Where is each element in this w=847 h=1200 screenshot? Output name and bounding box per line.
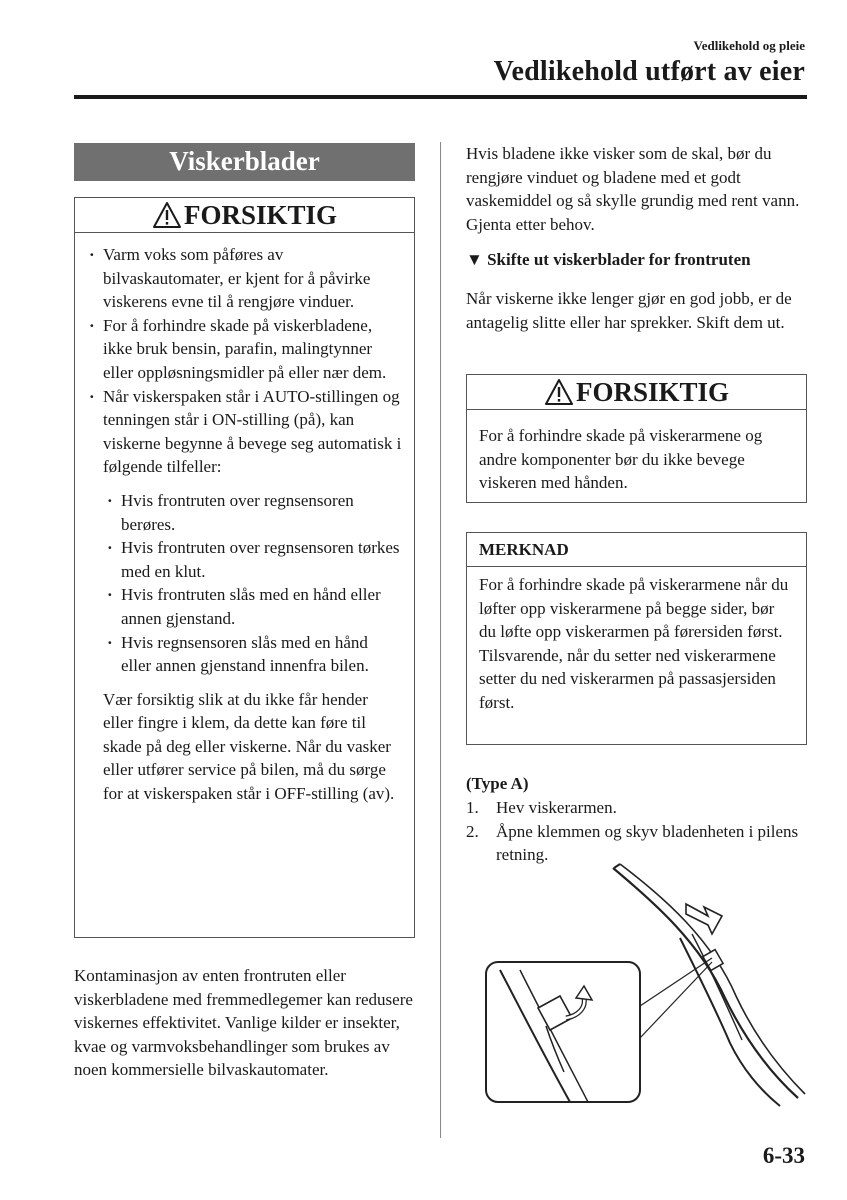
replace-subheading [466,250,811,270]
intro-paragraph: Hvis bladene ikke visker som de skal, bør du rengjøre vinduet og bladene med et godt vaskemiddel og så skylle grundig med rent vann. Gjenta etter behov. [466,144,800,234]
caution-closing: Vær forsiktig slik at du ikke får hender eller fingre i klem, da dette kan føre til skade på deg eller viskerne. Når du vasker eller utfører service på bilen, må du sørge for at viskerspaken står i OFF-stilling (av). [103,689,395,804]
caution-bullet-list [89,243,402,479]
header-rule [74,95,807,99]
caution-box-right [466,374,807,503]
step-item [466,796,811,820]
step-text: Åpne klemmen og skyv bladenheten i pilens retning. [496,821,799,865]
step-number: 2. [466,821,479,841]
caution-heading [75,198,414,233]
running-header-chapter: Vedlikehold utført av eier [493,56,805,87]
step-number: 1. [466,798,479,817]
replace-subheading-label: Skifte ut viskerblader for frontruten [487,250,751,269]
caution-bullet: · Varm voks som påføres av bilvaskautomater, er kjent for å påvirke viskerens evne til å rengjøre vinduer. [89,243,402,314]
caution-text-right: For å forhindre skade på viskerarmene og andre komponenter bør du ikke bevege viskeren med hånden. [479,426,763,493]
caution-sub-bullet: · Hvis frontruten over regnsensoren tørkes med en klut. [107,536,402,583]
caution-heading-label: FORSIKTIG [183,200,338,230]
caution-heading-right [467,375,806,410]
step-text: Hev viskerarmen. [496,798,617,817]
triangle-down-icon: ▼ [466,250,483,269]
note-text: For å forhindre skade på viskerarmene når du løfter opp viskerarmene på begge sider, bør du løfte opp viskerarmen på førersiden først. Tilsvarende, når du setter ned viskerarmene setter du ned viskerarmen på passasjersiden først. [479,575,789,712]
caution-sub-bullet: · Hvis regnsensoren slås med en hånd eller annen gjenstand innenfra bilen. [107,631,402,678]
caution-heading-label: FORSIKTIG [575,377,730,407]
caution-sub-bullet-list [107,489,402,678]
column-divider [440,142,441,1138]
type-label: (Type A) [466,774,529,793]
caution-bullet: · For å forhindre skade på viskerbladene, ikke bruk bensin, parafin, malingtynner eller oppløsningsmidler på eller nær dem. [89,314,402,385]
caution-bullet: · Når viskerspaken står i AUTO-stillingen og tenningen står i ON-stilling (på), kan viskerne begynne å bevege seg automatisk i følgende tilfeller: [89,385,402,479]
contamination-paragraph: Kontaminasjon av enten frontruten eller viskerbladene med fremmedlegemer kan redusere viskernes effektivitet. Vanlige kilder er insekter, kvae og varmvoksbehandlinger som brukes av noen kommersielle bilvaskautomater. [74,966,413,1080]
steps-list [466,796,811,867]
note-box [466,532,807,745]
section-title: Viskerblader [74,143,415,181]
wiper-blade-illustration [480,858,820,1108]
worn-wipers-paragraph: Når viskerne ikke lenger gjør en god jobb, er de antagelig slitte eller har sprekker. Skift dem ut. [466,289,792,332]
warning-icon [544,378,574,406]
caution-sub-bullet: · Hvis frontruten over regnsensoren berøres. [107,489,402,536]
warning-icon [152,201,182,229]
caution-sub-bullet: · Hvis frontruten slås med en hånd eller annen gjenstand. [107,583,402,630]
note-heading: MERKNAD [467,533,806,567]
page-number: 6-33 [762,1143,805,1168]
running-header-section: Vedlikehold og pleie [693,38,805,53]
caution-box-left [74,197,415,938]
